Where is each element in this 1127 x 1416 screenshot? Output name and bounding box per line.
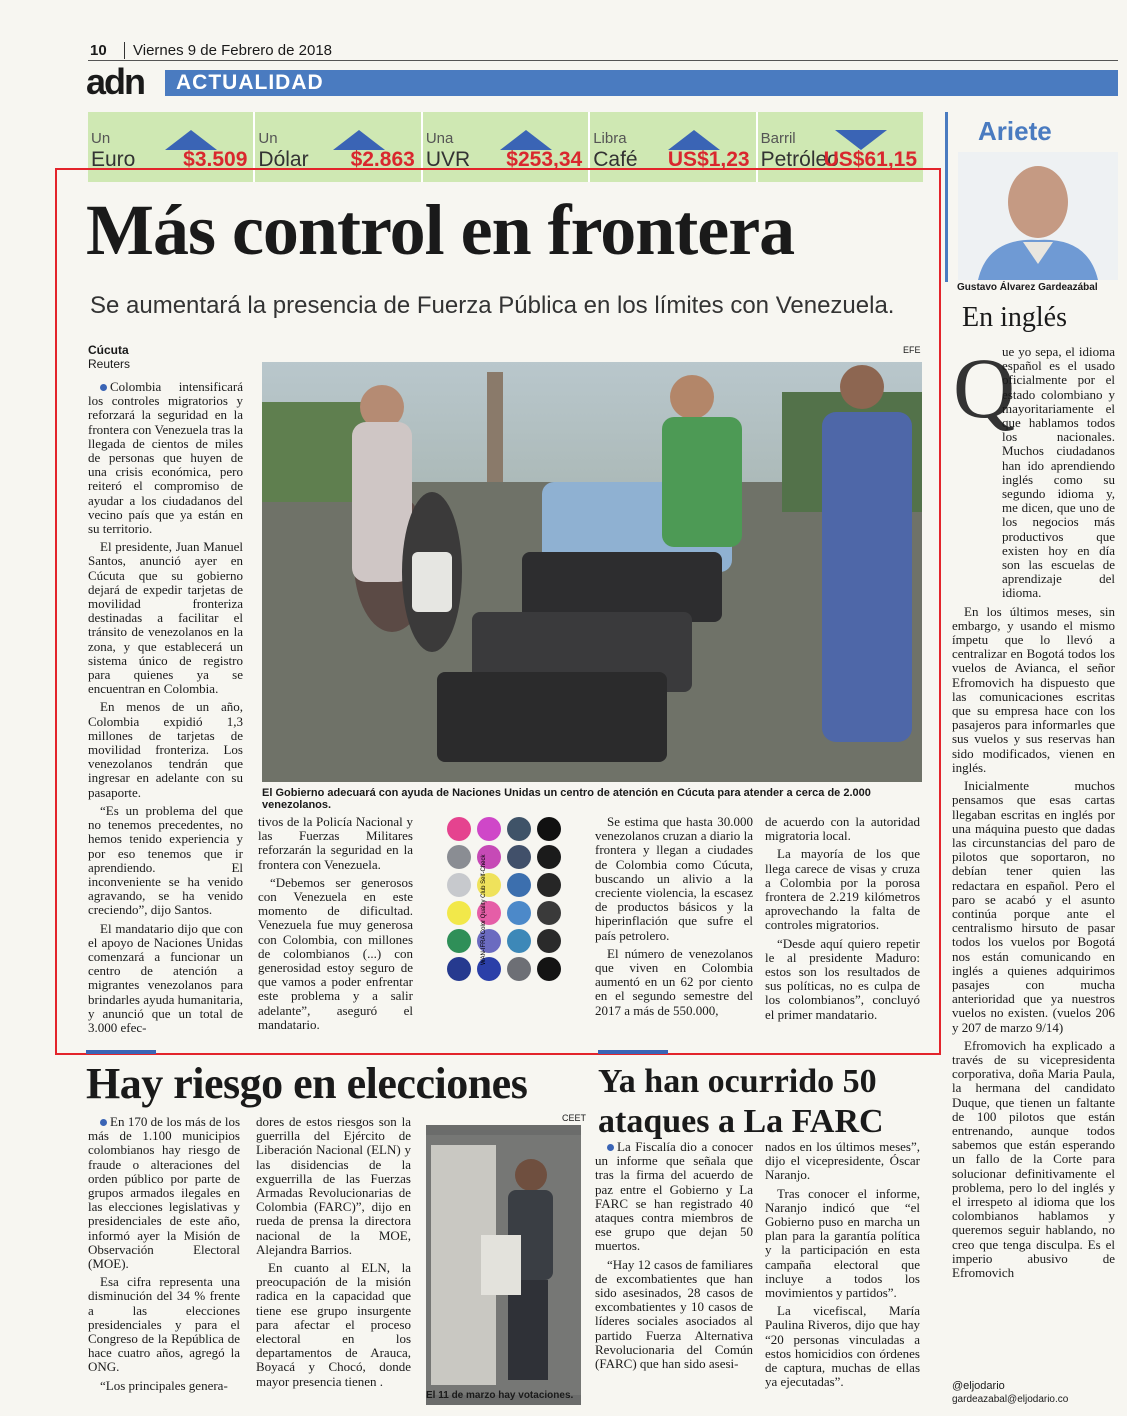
photo-caption: El Gobierno adecuará con ayuda de Naciones Unidas un centro de atención en Cúcuta para atender a cerca de 2.000 venezolanos. (262, 787, 871, 811)
color-swatch (477, 817, 501, 841)
ticker-value: US$61,15 (823, 148, 918, 171)
color-swatch (537, 901, 561, 925)
paragraph: La Fiscalía dio a conocer un informe que señala que tras la firma del acuerdo de paz entre el Gobierno y La FARC se han registrado 40 ataques contra miembros de ese grupo que dejan 50 muertos. (595, 1139, 753, 1254)
paragraph: “Hay 12 casos de familiares de excombatientes que han sido asesinados, 28 casos de excombatientes y 10 casos de líderes sociales asociados al partido Fuerza Alternativa Revolucionaria del Común (FARC) que han sido asesi- (595, 1256, 753, 1372)
paragraph: Inicialmente muchos pensamos que esas cartas llegaban escritas en inglés por una máquina puesto que dadas las circunstancias del paro de pilotos que soportaron, no debían tener quien las redactara en español. Pero el paro se acabó y el asunto continúa porque ante el centralismo hirsuto de pasar todos los vuelos por Bogotá nos están comunicando en inglés a quienes adquirimos pasajes con mucha anterioridad que ya nuestros vuelos no existen. (vuelos 206 y 207 de marzo 9/14) (952, 778, 1115, 1035)
paragraph: La mayoría de los que llega carece de visas y cruza a Colombia por la porosa frontera de 2.219 kilómetros aprovechando la falta de controles migratorios. (765, 846, 920, 933)
ticker-unit: Una (425, 130, 454, 147)
paragraph: “Desde aquí quiero repetir le al presidente Maduro: estos son los resultados de sus políticas, no es culpa de los colombianos”, concluyó el primer mandatario. (765, 935, 920, 1022)
ticker-unit: Un (91, 130, 111, 147)
top-divider (88, 60, 1118, 61)
color-swatch (507, 873, 531, 897)
article2-col-2 (256, 1115, 411, 1393)
columnist-name: Gustavo Álvarez Gardeazábal (957, 282, 1098, 293)
paragraph: Colombia intensificará los controles migratorios y reforzará la seguridad en la frontera con Venezuela tras la llegada de cientos de miles de personas que huyen de una crisis económica, pero reiteró el compromiso de ayudar a los ciudadanos del vecino país que ya están en su territorio. (88, 379, 243, 537)
dateline: Cúcuta (88, 343, 129, 357)
color-swatch (537, 957, 561, 981)
page-number: 10 (90, 42, 107, 59)
paragraph: “Los principales genera- (100, 1377, 228, 1393)
migrants-photo (262, 362, 922, 782)
ticker-unit: Barril (760, 130, 796, 147)
color-swatch (507, 929, 531, 953)
email-address[interactable]: gardeazabal@eljodario.co (952, 1394, 1069, 1405)
color-swatch (507, 817, 531, 841)
article3-rule (598, 1050, 668, 1054)
main-col-3 (595, 815, 753, 1022)
color-swatch (537, 845, 561, 869)
paragraph: Efromovich ha explicado a través de su vicepresidenta corporativa, doña Maria Paula, la hermana del candidato Duque, que tienen un faltante de 100 pilotos que están entrenando, aunque todos sabemos que están esperando un fallo de la Corte para solucionar definitivamente el problema, pero lo del inglés y el irrespeto al idioma que los colombianos hablamos y queremos seguir hablando, no creo que tenga disculpa. Es el imperio abusivo de Efromovich (952, 1037, 1115, 1280)
color-quality-chart (445, 815, 575, 985)
arrow-up-icon (165, 130, 217, 150)
ticker-value: $253,34 (506, 148, 583, 171)
ticker-label: Café (593, 148, 638, 171)
paragraph: dores de estos riesgos son la guerrilla del Ejército de Liberación Nacional (ELN) y las disidencias de la exguerrilla de las Fuerzas Armadas Revolucionarias de Colombia (FARC)”, dijo en rueda de prensa la directora nacional de la MOE, Alejandra Barrios. (256, 1114, 411, 1257)
columnist-portrait (958, 152, 1118, 280)
bullet-icon (607, 1144, 614, 1151)
paragraph: “Debemos ser generosos con Venezuela en este momento de dificultad. Venezuela fue muy generosa con Colombia, con millones de colombianos (...) con generosidad estoy seguro de que vamos a poder enfrentar este problema y a salir adelante”, aseguró el mandatario. (258, 874, 413, 1032)
main-col-4 (765, 815, 920, 1026)
page-date: Viernes 9 de Febrero de 2018 (124, 42, 332, 59)
color-swatch (507, 901, 531, 925)
ticker-label: Petróleo (760, 148, 839, 171)
arrow-up-icon (500, 130, 552, 150)
article3-col-1 (595, 1140, 753, 1375)
column-section-title: Ariete (978, 116, 1052, 146)
paragraph: El número de venezolanos que viven en Colombia aumentó en un 62 por ciento en el segundo semestre del 2017 a más de 550.000, (595, 945, 753, 1018)
main-col-1 (88, 380, 243, 1039)
adn-logo: adn (86, 61, 145, 102)
color-swatch (537, 929, 561, 953)
opinion-body (952, 340, 1115, 1284)
color-swatch (447, 929, 471, 953)
paragraph: Esa cifra representa una disminución del 34 % frente a las elecciones presidenciales y para el Congreso de la República de hace cuatro años, agregó la ONG. (88, 1274, 240, 1375)
paragraph: En 170 de los más de los más de 1.100 municipios colombianos hay riesgo de fraude o alteraciones del orden público por parte de grupos armados ilegales en las elecciones legislativas y presidenciales de este año, informó ayer la Misión de Observación Electoral (MOE). (88, 1114, 240, 1272)
twitter-handle[interactable]: @eljodario (952, 1380, 1005, 1392)
paragraph: Se estima que hasta 30.000 venezolanos cruzan a diario la frontera y llegan a ciudades de Colombia como Cúcuta, buscando un alivio a la creciente violencia, la escasez de productos básicos y la hiperinflación que sufre el país petrolero. (595, 814, 753, 943)
column-accent-bar (945, 112, 948, 282)
arrow-down-icon (835, 130, 887, 150)
color-swatch (537, 873, 561, 897)
paragraph: En los últimos meses, sin embargo, y usando el mismo ímpetu que lo llevó a centralizar en Bogotá todos los vuelos de Avianca, el señor Efromovich ha dispuesto que las comunicaciones escritas que su empresa hace con los pasajeros para informarles que sus vuelos y sus reservas han sido modificados, vienen en inglés. (952, 603, 1115, 775)
paragraph: El presidente, Juan Manuel Santos, anunció ayer en Cúcuta que su gobierno dejará de expedir tarjetas de movilidad fronteriza destinadas a facilitar el tránsito de venezolanos en la zona, y que establecerá un sistema único de registro para quienes ya se encuentran en Colombia. (88, 539, 243, 697)
ticker-value: $2.863 (350, 148, 415, 171)
bullet-icon (100, 1119, 107, 1126)
column-title: En inglés (962, 302, 1067, 333)
arrow-up-icon (333, 130, 385, 150)
article3-headline: Ya han ocurrido 50 ataques a La FARC (598, 1063, 884, 1140)
photo-credit: CEET (562, 1113, 587, 1123)
ticker-unit: Un (258, 130, 278, 147)
color-swatch (507, 845, 531, 869)
ticker-unit: Libra (593, 130, 627, 147)
arrow-up-icon (668, 130, 720, 150)
color-swatch (537, 817, 561, 841)
article2-rule (86, 1050, 156, 1054)
chart-label: WAN-IFRA Color Quality Club Self-Check (481, 854, 487, 965)
article2-headline: Hay riesgo en elecciones (86, 1059, 528, 1108)
ticker-label: Euro (91, 148, 136, 171)
paragraph: En cuanto al ELN, la preocupación de la misión radica en la capacidad que tiene ese grupo insurgente para afectar el proceso electoral en los departamentos de Arauca, Boyacá y Chocó, donde mayor presencia tienen . (256, 1260, 411, 1389)
photo-caption: El 11 de marzo hay votaciones. (426, 1390, 574, 1401)
paragraph: nados en los últimos meses”, dijo el vicepresidente, Óscar Naranjo. (765, 1139, 920, 1183)
color-swatch (447, 957, 471, 981)
color-swatch (507, 957, 531, 981)
ticker-value: $3.509 (183, 148, 248, 171)
section-label: ACTUALIDAD (176, 71, 324, 94)
news-agency: Reuters (88, 357, 131, 371)
paragraph: ue yo sepa, el idioma español es el usado oficialmente por el estado colombiano y mayoritariamente el que hablamos todos los nacionales. Muchos ciudadanos han ido aprendiendo inglés como su segundo idioma y, me dicen, que uno de los negocios más productivos que existen hoy en día son las escuelas de aprendizaje del idioma. (1002, 344, 1115, 601)
paragraph: El mandatario dijo que con el apoyo de Naciones Unidas comenzará a funcionar un centro de atención a migrantes venezolanos para brindarles ayuda humanitaria, y anunció que un total de 3.000 efec- (88, 920, 243, 1035)
bullet-icon (100, 384, 107, 391)
color-swatch (447, 817, 471, 841)
ticker-label: UVR (425, 148, 471, 171)
paragraph: de acuerdo con la autoridad migratoria local. (765, 814, 920, 844)
drop-cap: Q (953, 340, 1016, 436)
color-swatch (447, 873, 471, 897)
paragraph: “Es un problema del que no tenemos precedentes, no hemos tenido experiencia y por eso tenemos que ir aprendiendo. El inconveniente se ha venido agravando, se ha venido creciendo”, dijo Santos. (88, 802, 243, 918)
paragraph: En menos de un año, Colombia expidió 1,3 millones de tarjetas de movilidad fronteriza. Los venezolanos tendrán que ingresar en adelante con su pasaporte. (88, 699, 243, 800)
article2-col-1 (88, 1115, 240, 1397)
voting-photo (426, 1125, 581, 1405)
color-swatch (447, 901, 471, 925)
color-swatch (447, 845, 471, 869)
main-subhead: Se aumentará la presencia de Fuerza Pública en los límites con Venezuela. (90, 292, 895, 319)
ticker-value: US$1,23 (667, 148, 750, 171)
paragraph: tivos de la Policía Nacional y las Fuerzas Militares reforzarán la seguridad en la frontera con Venezuela. (258, 814, 413, 872)
article3-col-2 (765, 1140, 920, 1393)
ticker-label: Dólar (258, 148, 309, 171)
main-col-2 (258, 815, 413, 1036)
paragraph: Tras conocer el informe, Naranjo indicó que “el Gobierno puso en marcha un plan para la garantía política y la participación en esta campaña electoral que incluye a todos los movimientos y partidos”. (765, 1185, 920, 1301)
main-headline: Más control en frontera (86, 190, 795, 270)
photo-credit: EFE (903, 345, 921, 355)
paragraph: La vicefiscal, María Paulina Riveros, dijo que hay “20 personas vinculadas a estos homicidios con órdenes de captura, muchas de ellas ya ejecutadas”. (765, 1303, 920, 1390)
